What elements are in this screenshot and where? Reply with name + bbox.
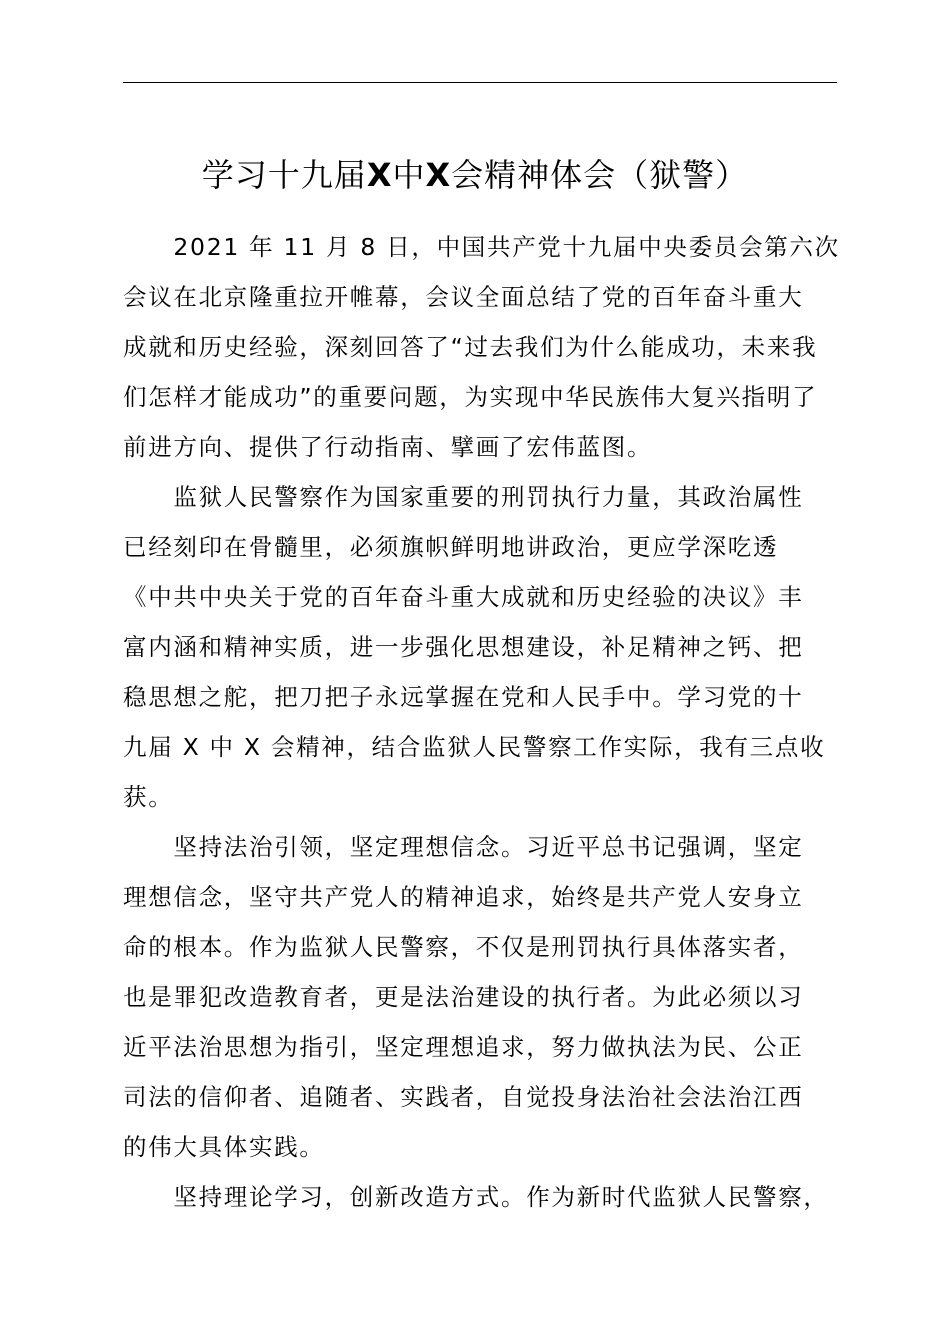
title-part-3: 会精神体会（狱警） — [451, 156, 749, 194]
paragraph-3 — [123, 822, 853, 1172]
paragraph-line: 已经刻印在骨髓里，必须旗帜鲜明地讲政治，更应学深吃透 — [123, 533, 779, 561]
paragraph-2 — [123, 472, 853, 822]
title-x-1: X — [366, 156, 393, 194]
paragraph-line: 司法的信仰者、追随者、实践者，自觉投身法治社会法治江西 — [123, 1083, 804, 1111]
paragraph-line: 会议在北京隆重拉开帷幕，会议全面总结了党的百年奋斗重大 — [123, 283, 804, 311]
paragraph-line: 们怎样才能成功”的重要问题，为实现中华民族伟大复兴指明了 — [123, 383, 818, 411]
paragraph-line: 坚持理论学习，创新改造方式。作为新时代监狱人民警察， — [123, 1183, 829, 1211]
title-x-2: X — [425, 156, 452, 194]
paragraph-line: 获。 — [123, 783, 174, 811]
paragraph-line: 监狱人民警察作为国家重要的刑罚执行力量，其政治属性 — [123, 483, 804, 511]
paragraph-line: 《中共中央关于党的百年奋斗重大成就和历史经验的决议》丰 — [123, 583, 804, 611]
paragraph-1 — [123, 222, 853, 472]
paragraph-line: 2021 年 11 月 8 日，中国共产党十九届中央委员会第六次 — [123, 233, 840, 261]
title-part-2: 中 — [392, 156, 426, 194]
document-body — [123, 222, 853, 1222]
paragraph-line: 九届 X 中 X 会精神，结合监狱人民警察工作实际，我有三点收 — [123, 733, 826, 761]
paragraph-4 — [123, 1172, 853, 1222]
paragraph-line: 前进方向、提供了行动指南、擘画了宏伟蓝图。 — [123, 433, 653, 461]
paragraph-line: 成就和历史经验，深刻回答了“过去我们为什么能成功，未来我 — [123, 333, 818, 361]
document-title — [0, 148, 950, 202]
paragraph-line: 也是罪犯改造教育者，更是法治建设的执行者。为此必须以习 — [123, 983, 804, 1011]
paragraph-line: 坚持法治引领，坚定理想信念。习近平总书记强调，坚定 — [123, 833, 804, 861]
paragraph-line: 理想信念，坚守共产党人的精神追求，始终是共产党人安身立 — [123, 883, 804, 911]
title-part-1: 学习十九届 — [201, 156, 367, 194]
paragraph-line: 命的根本。作为监狱人民警察，不仅是刑罚执行具体落实者， — [123, 933, 804, 961]
paragraph-line: 的伟大具体实践。 — [123, 1133, 325, 1161]
header-rule — [123, 82, 837, 83]
paragraph-line: 富内涵和精神实质，进一步强化思想建设，补足精神之钙、把 — [123, 633, 804, 661]
paragraph-line: 稳思想之舵，把刀把子永远掌握在党和人民手中。学习党的十 — [123, 683, 804, 711]
paragraph-line: 近平法治思想为指引，坚定理想追求，努力做执法为民、公正 — [123, 1033, 804, 1061]
